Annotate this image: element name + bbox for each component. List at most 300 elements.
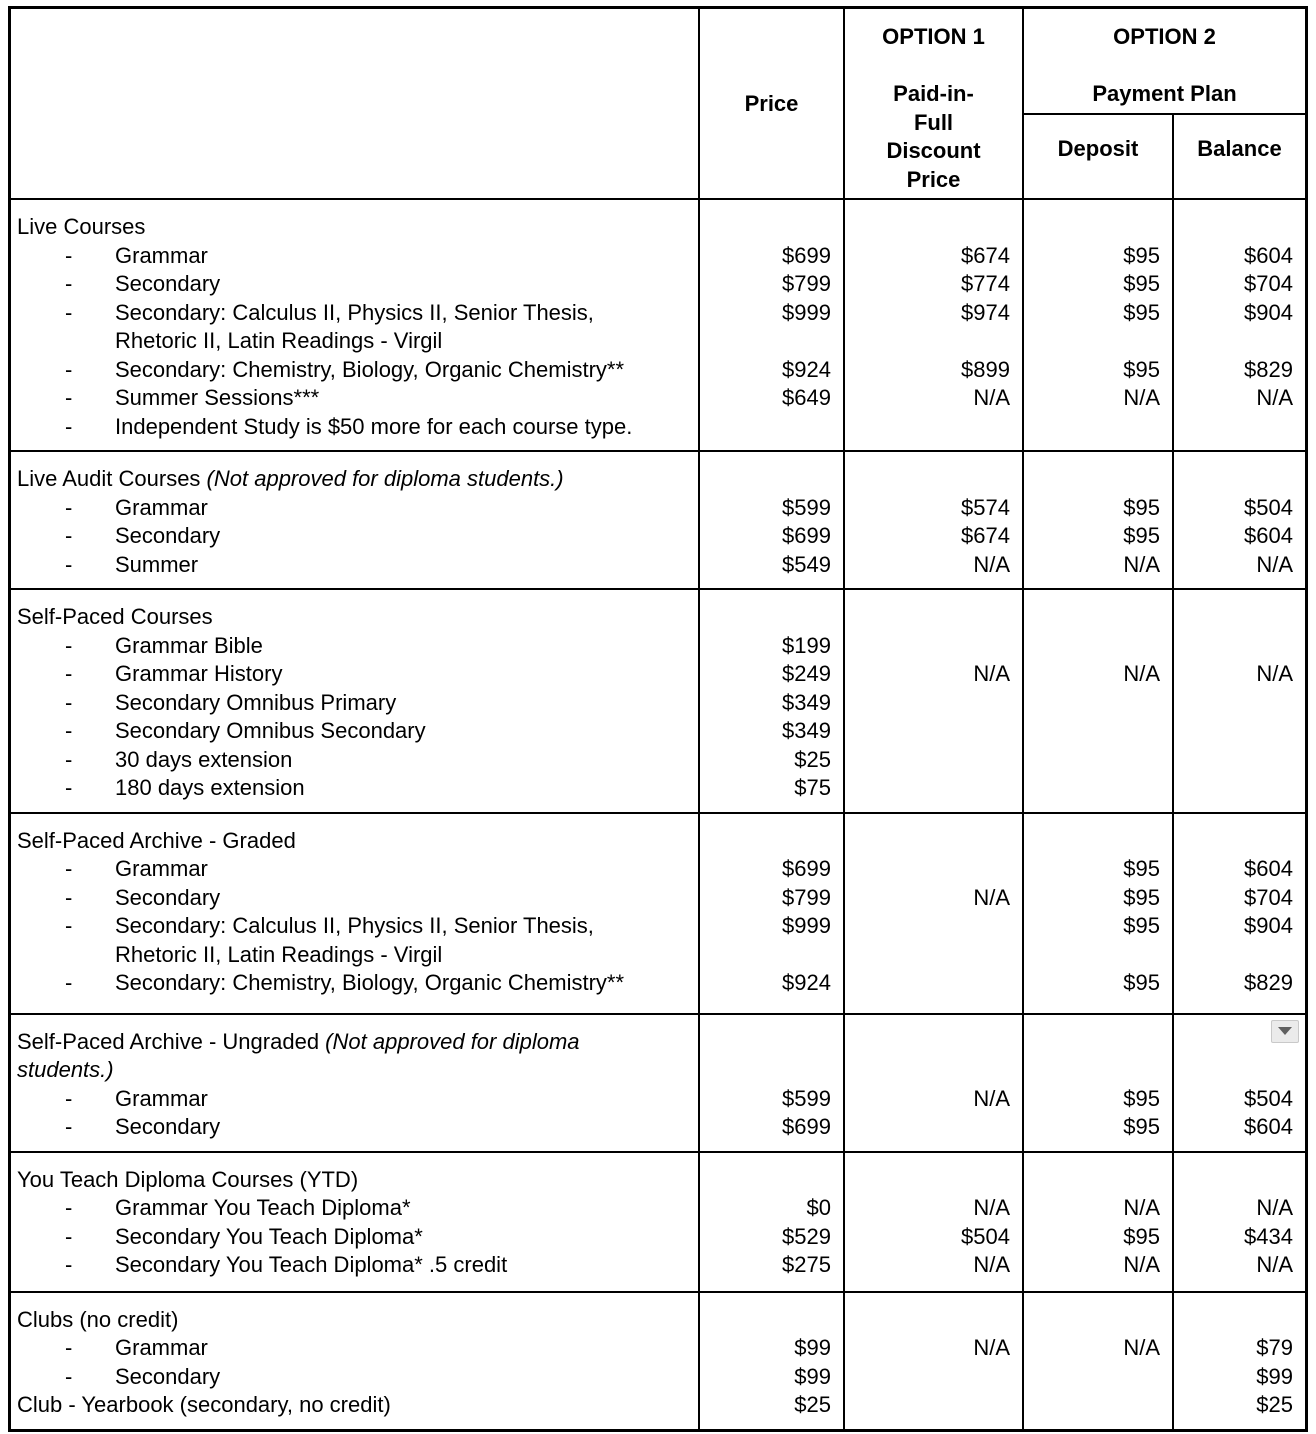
label-cell (11, 1293, 698, 1429)
option1-value (847, 632, 1010, 661)
label-cell (11, 452, 698, 588)
header-option2-cell (1022, 9, 1305, 198)
balance-value: $604 (1244, 856, 1293, 881)
option1-value: N/A (973, 1335, 1010, 1360)
option1-value (847, 855, 1010, 884)
balance-value (1176, 1306, 1293, 1335)
option1-value (847, 969, 1010, 998)
course-text: Secondary (115, 1363, 221, 1389)
balance-value: $504 (1244, 494, 1293, 520)
course-line (11, 494, 694, 523)
deposit-value: $95 (1123, 523, 1160, 548)
price-value (702, 603, 831, 632)
balance-value: $79 (1256, 1335, 1293, 1360)
course-line (11, 1223, 694, 1252)
course-text: You Teach Diploma Courses (YTD) (17, 1166, 359, 1192)
price-value: $99 (794, 1363, 831, 1389)
course-text-italic: (Not approved for diploma (325, 1028, 580, 1054)
price-value (702, 941, 831, 970)
price-value: $199 (782, 632, 831, 658)
balance-value: $704 (1244, 271, 1293, 296)
balance-value: N/A (1256, 385, 1293, 410)
table-header-row (11, 9, 1305, 198)
deposit-value: $95 (1123, 1223, 1160, 1249)
price-value (702, 213, 831, 242)
option1-value: $974 (961, 299, 1010, 325)
option1-cell (843, 814, 1022, 1013)
course-line (11, 827, 694, 856)
balance-value (1176, 717, 1293, 746)
course-text: Rhetoric II, Latin Readings - Virgil (115, 328, 443, 353)
option1-value (847, 827, 1010, 856)
bullet-dash: - (65, 413, 73, 439)
deposit-value (1026, 827, 1160, 856)
balance-value: $904 (1244, 913, 1293, 938)
course-text: Self-Paced Courses (17, 604, 213, 629)
option1-value (847, 603, 1010, 632)
bullet-dash: - (65, 970, 73, 995)
course-line (11, 242, 694, 271)
course-line (11, 746, 694, 775)
deposit-value: N/A (1123, 661, 1160, 686)
price-value: $599 (782, 1085, 831, 1111)
bullet-dash: - (65, 551, 73, 577)
balance-cell (1172, 1015, 1305, 1151)
deposit-value: $95 (1123, 884, 1160, 910)
course-text: Self-Paced Archive - Graded (17, 827, 296, 853)
price-value: $529 (782, 1223, 831, 1249)
balance-value: $504 (1244, 1085, 1293, 1111)
deposit-value: $95 (1123, 1114, 1160, 1139)
course-text: Grammar (115, 494, 208, 520)
course-text: Rhetoric II, Latin Readings - Virgil (115, 941, 443, 967)
deposit-value (1026, 1028, 1160, 1057)
price-cell (698, 200, 843, 450)
balance-value: N/A (1256, 1252, 1293, 1277)
table-body (11, 198, 1305, 1429)
option1-value (847, 1113, 1010, 1142)
price-value: $249 (782, 661, 831, 686)
bullet-dash: - (65, 1223, 73, 1249)
course-text: Secondary (115, 1114, 221, 1139)
option1-value: N/A (973, 551, 1010, 577)
label-cell (11, 590, 698, 812)
option1-subtitle-wrap (845, 80, 1022, 194)
deposit-value: $95 (1123, 970, 1160, 995)
bullet-dash: - (65, 856, 73, 881)
bullet-dash: - (65, 884, 73, 910)
deposit-value (1026, 746, 1160, 775)
balance-value: $704 (1244, 884, 1293, 910)
balance-value (1176, 941, 1293, 970)
option1-value: $774 (961, 271, 1010, 296)
course-text: Secondary: Calculus II, Physics II, Senior Thesis, (115, 299, 594, 325)
course-line (11, 384, 694, 413)
bullet-dash: - (65, 356, 73, 382)
price-value: $599 (782, 494, 831, 520)
option1-value (847, 717, 1010, 746)
course-line (11, 660, 694, 689)
course-text: Secondary (115, 523, 221, 548)
course-line (11, 969, 694, 998)
balance-value (1176, 632, 1293, 661)
option1-value: $504 (961, 1223, 1010, 1249)
course-text: Secondary You Teach Diploma* (115, 1223, 423, 1249)
balance-value: $904 (1244, 299, 1293, 325)
deposit-value (1026, 327, 1160, 356)
price-value: $699 (782, 1114, 831, 1139)
balance-cell (1172, 1153, 1305, 1291)
balance-value: $25 (1256, 1392, 1293, 1417)
balance-value (1176, 213, 1293, 242)
price-value: $649 (782, 385, 831, 410)
course-text: 180 days extension (115, 775, 305, 800)
deposit-value: $95 (1123, 494, 1160, 520)
label-cell (11, 1015, 698, 1151)
course-text: Summer (115, 551, 199, 577)
option1-cell (843, 1153, 1022, 1291)
deposit-value (1026, 1391, 1160, 1420)
price-value (702, 465, 831, 494)
option1-value (847, 689, 1010, 718)
option1-cell (843, 1293, 1022, 1429)
option2-subheader-row (1024, 113, 1305, 198)
deposit-value (1026, 213, 1160, 242)
balance-value: N/A (1256, 661, 1293, 686)
course-line (11, 1166, 694, 1195)
option1-value: $899 (961, 356, 1010, 382)
price-column-header: Price (744, 90, 799, 116)
deposit-value (1026, 689, 1160, 718)
course-line (11, 1334, 694, 1363)
course-text: Grammar (115, 242, 208, 268)
option1-value: N/A (973, 1252, 1010, 1277)
balance-cell (1172, 452, 1305, 588)
course-line (11, 327, 694, 356)
bullet-dash: - (65, 1363, 73, 1389)
deposit-value: $95 (1123, 299, 1160, 325)
course-line (11, 632, 694, 661)
balance-cell (1172, 1293, 1305, 1429)
bullet-dash: - (65, 1085, 73, 1111)
deposit-value: $95 (1123, 1085, 1160, 1111)
bullet-dash: - (65, 632, 73, 658)
header-price-cell (698, 9, 843, 198)
deposit-cell (1022, 200, 1172, 450)
price-cell (698, 1293, 843, 1429)
balance-value (1176, 774, 1293, 803)
course-text-italic: students.) (17, 1057, 114, 1082)
price-cell (698, 590, 843, 812)
price-value: $25 (794, 1392, 831, 1417)
course-text: Grammar (115, 1085, 208, 1111)
course-line (11, 465, 694, 494)
table-section-row (11, 1291, 1305, 1429)
bullet-dash: - (65, 718, 73, 743)
bullet-dash: - (65, 775, 73, 800)
dropdown-button[interactable] (1271, 1020, 1299, 1043)
balance-column-header: Balance (1172, 115, 1305, 198)
price-value: $25 (794, 746, 831, 772)
price-cell (698, 452, 843, 588)
deposit-value (1026, 603, 1160, 632)
balance-value: $829 (1244, 356, 1293, 382)
course-line (11, 356, 694, 385)
option1-value: $674 (961, 242, 1010, 268)
option1-value (847, 213, 1010, 242)
deposit-value: N/A (1123, 1252, 1160, 1277)
course-line (11, 299, 694, 328)
deposit-column-header: Deposit (1057, 136, 1139, 161)
table-section-row (11, 588, 1305, 812)
balance-value (1176, 746, 1293, 775)
course-text: Secondary: Calculus II, Physics II, Senior Thesis, (115, 913, 594, 938)
course-text: Secondary Omnibus Primary (115, 689, 397, 715)
label-cell (11, 1153, 698, 1291)
course-line (11, 1363, 694, 1392)
price-value: $349 (782, 689, 831, 715)
course-line (11, 270, 694, 299)
price-value: $699 (782, 242, 831, 268)
course-line (11, 1391, 694, 1420)
deposit-value: $95 (1123, 356, 1160, 382)
course-line (11, 603, 694, 632)
option1-value: N/A (973, 884, 1010, 910)
deposit-value: N/A (1123, 385, 1160, 410)
option1-value (847, 912, 1010, 941)
option1-cell (843, 452, 1022, 588)
deposit-value: $95 (1123, 271, 1160, 296)
option1-value (847, 746, 1010, 775)
price-cell (698, 1153, 843, 1291)
table-section-row (11, 1151, 1305, 1291)
course-text: Secondary: Chemistry, Biology, Organic Chemistry** (115, 970, 625, 995)
option1-value: N/A (973, 1195, 1010, 1220)
price-value: $999 (782, 913, 831, 938)
balance-value (1176, 689, 1293, 718)
option1-value (847, 774, 1010, 803)
course-text: Self-Paced Archive - Ungraded (17, 1028, 326, 1054)
bullet-dash: - (65, 913, 73, 938)
price-value: $699 (782, 523, 831, 548)
course-text: 30 days extension (115, 746, 293, 772)
deposit-cell (1022, 814, 1172, 1013)
option1-value: $674 (961, 523, 1010, 548)
table-section-row (11, 450, 1305, 588)
deposit-cell (1022, 590, 1172, 812)
deposit-value (1026, 632, 1160, 661)
deposit-value (1026, 774, 1160, 803)
price-value (702, 1306, 831, 1335)
option1-value (847, 465, 1010, 494)
course-line (11, 912, 694, 941)
table-section-row (11, 198, 1305, 450)
deposit-cell (1022, 1293, 1172, 1429)
course-line (11, 941, 694, 970)
balance-value (1176, 413, 1293, 442)
balance-value (1176, 465, 1293, 494)
deposit-value: N/A (1123, 1195, 1160, 1220)
table-section-row (11, 812, 1305, 1013)
header-spacer (1024, 52, 1305, 81)
course-line (11, 855, 694, 884)
course-text: Grammar You Teach Diploma* (115, 1195, 411, 1220)
price-value: $699 (782, 856, 831, 881)
header-empty-cell (11, 9, 698, 198)
deposit-value (1026, 1363, 1160, 1392)
balance-value (1176, 603, 1293, 632)
course-text: Grammar (115, 856, 208, 881)
bullet-dash: - (65, 1252, 73, 1277)
course-line (11, 1251, 694, 1280)
balance-value: $829 (1244, 970, 1293, 995)
price-value: $924 (782, 356, 831, 382)
course-line (11, 551, 694, 580)
bullet-dash: - (65, 1335, 73, 1360)
course-text-italic: (Not approved for diploma students.) (206, 466, 564, 491)
price-value: $0 (806, 1195, 831, 1220)
course-text: Secondary You Teach Diploma* .5 credit (115, 1252, 508, 1277)
course-text: Grammar (115, 1335, 208, 1360)
option1-value (847, 327, 1010, 356)
option1-cell (843, 590, 1022, 812)
bullet-dash: - (65, 299, 73, 325)
course-text: Secondary (115, 884, 221, 910)
price-value: $999 (782, 299, 831, 325)
course-line (11, 774, 694, 803)
course-line (11, 689, 694, 718)
option1-subtitle: Paid-in-Full Discount Price (886, 81, 981, 192)
price-value: $924 (782, 970, 831, 995)
deposit-value (1026, 413, 1160, 442)
balance-value (1176, 1166, 1293, 1195)
deposit-cell (1022, 1153, 1172, 1291)
balance-value (1176, 327, 1293, 356)
bullet-dash: - (65, 242, 73, 268)
option1-value (847, 1363, 1010, 1392)
bullet-dash: - (65, 385, 73, 410)
course-text: Live Courses (17, 214, 146, 239)
price-value: $75 (794, 775, 831, 800)
label-cell (11, 200, 698, 450)
balance-cell (1172, 814, 1305, 1013)
balance-value: $604 (1244, 523, 1293, 548)
deposit-value (1026, 941, 1160, 970)
deposit-cell (1022, 1015, 1172, 1151)
course-text: Club - Yearbook (secondary, no credit) (17, 1392, 391, 1417)
deposit-value (1026, 717, 1160, 746)
course-line (11, 213, 694, 242)
price-value (702, 413, 831, 442)
option1-value: N/A (973, 385, 1010, 410)
course-text: Secondary Omnibus Secondary (115, 718, 426, 743)
course-text: Secondary: Chemistry, Biology, Organic Chemistry** (115, 356, 625, 382)
deposit-value (1026, 1056, 1160, 1085)
option2-title-area (1024, 9, 1305, 113)
deposit-value: N/A (1123, 1335, 1160, 1360)
course-line (11, 717, 694, 746)
course-text: Independent Study is $50 more for each course type. (115, 413, 633, 439)
pricing-table (8, 6, 1308, 1432)
deposit-value: $95 (1123, 856, 1160, 881)
price-value (702, 1166, 831, 1195)
bullet-dash: - (65, 1114, 73, 1139)
bullet-dash: - (65, 523, 73, 548)
balance-value (1176, 827, 1293, 856)
deposit-value (1026, 1166, 1160, 1195)
course-line (11, 1056, 694, 1085)
table-section-row (11, 1013, 1305, 1151)
course-line (11, 1085, 694, 1114)
deposit-value: N/A (1123, 551, 1160, 577)
option1-value (847, 1306, 1010, 1335)
bullet-dash: - (65, 661, 73, 686)
bullet-dash: - (65, 689, 73, 715)
balance-value: $604 (1244, 242, 1293, 268)
balance-value: N/A (1256, 1195, 1293, 1220)
option1-value (847, 413, 1010, 442)
option1-value: N/A (973, 661, 1010, 686)
option1-value: N/A (973, 1085, 1010, 1111)
course-line (11, 1028, 694, 1057)
price-cell (698, 1015, 843, 1151)
option1-value (847, 941, 1010, 970)
course-line (11, 1113, 694, 1142)
option1-value (847, 1056, 1010, 1085)
option1-value: $574 (961, 494, 1010, 520)
option1-cell (843, 1015, 1022, 1151)
balance-value: N/A (1256, 551, 1293, 577)
course-text: Grammar History (115, 661, 283, 686)
balance-cell (1172, 200, 1305, 450)
bullet-dash: - (65, 494, 73, 520)
option1-value (847, 1166, 1010, 1195)
course-text: Clubs (no credit) (17, 1306, 179, 1332)
bullet-dash: - (65, 271, 73, 296)
balance-value: $99 (1256, 1363, 1293, 1389)
course-line (11, 1306, 694, 1335)
course-line (11, 413, 694, 442)
balance-value (1176, 1056, 1293, 1085)
deposit-value (1026, 1306, 1160, 1335)
option1-value (847, 1028, 1010, 1057)
balance-cell (1172, 590, 1305, 812)
option1-value (847, 1391, 1010, 1420)
header-option1-cell (843, 9, 1022, 198)
price-value (702, 327, 831, 356)
deposit-value: $95 (1123, 242, 1160, 268)
course-line (11, 1194, 694, 1223)
option2-title: OPTION 2 (1113, 24, 1216, 49)
price-cell (698, 814, 843, 1013)
course-line (11, 884, 694, 913)
option1-cell (843, 200, 1022, 450)
deposit-value: $95 (1123, 913, 1160, 938)
price-value: $99 (794, 1335, 831, 1360)
label-cell (11, 814, 698, 1013)
caret-down-icon (1278, 1027, 1292, 1035)
bullet-dash: - (65, 1195, 73, 1220)
price-value: $349 (782, 718, 831, 743)
balance-value: $604 (1244, 1114, 1293, 1139)
price-value: $799 (782, 271, 831, 296)
price-value (702, 1028, 831, 1057)
balance-value: $434 (1244, 1223, 1293, 1249)
course-line (11, 522, 694, 551)
price-value: $799 (782, 884, 831, 910)
price-value (702, 1056, 831, 1085)
price-value: $275 (782, 1252, 831, 1277)
